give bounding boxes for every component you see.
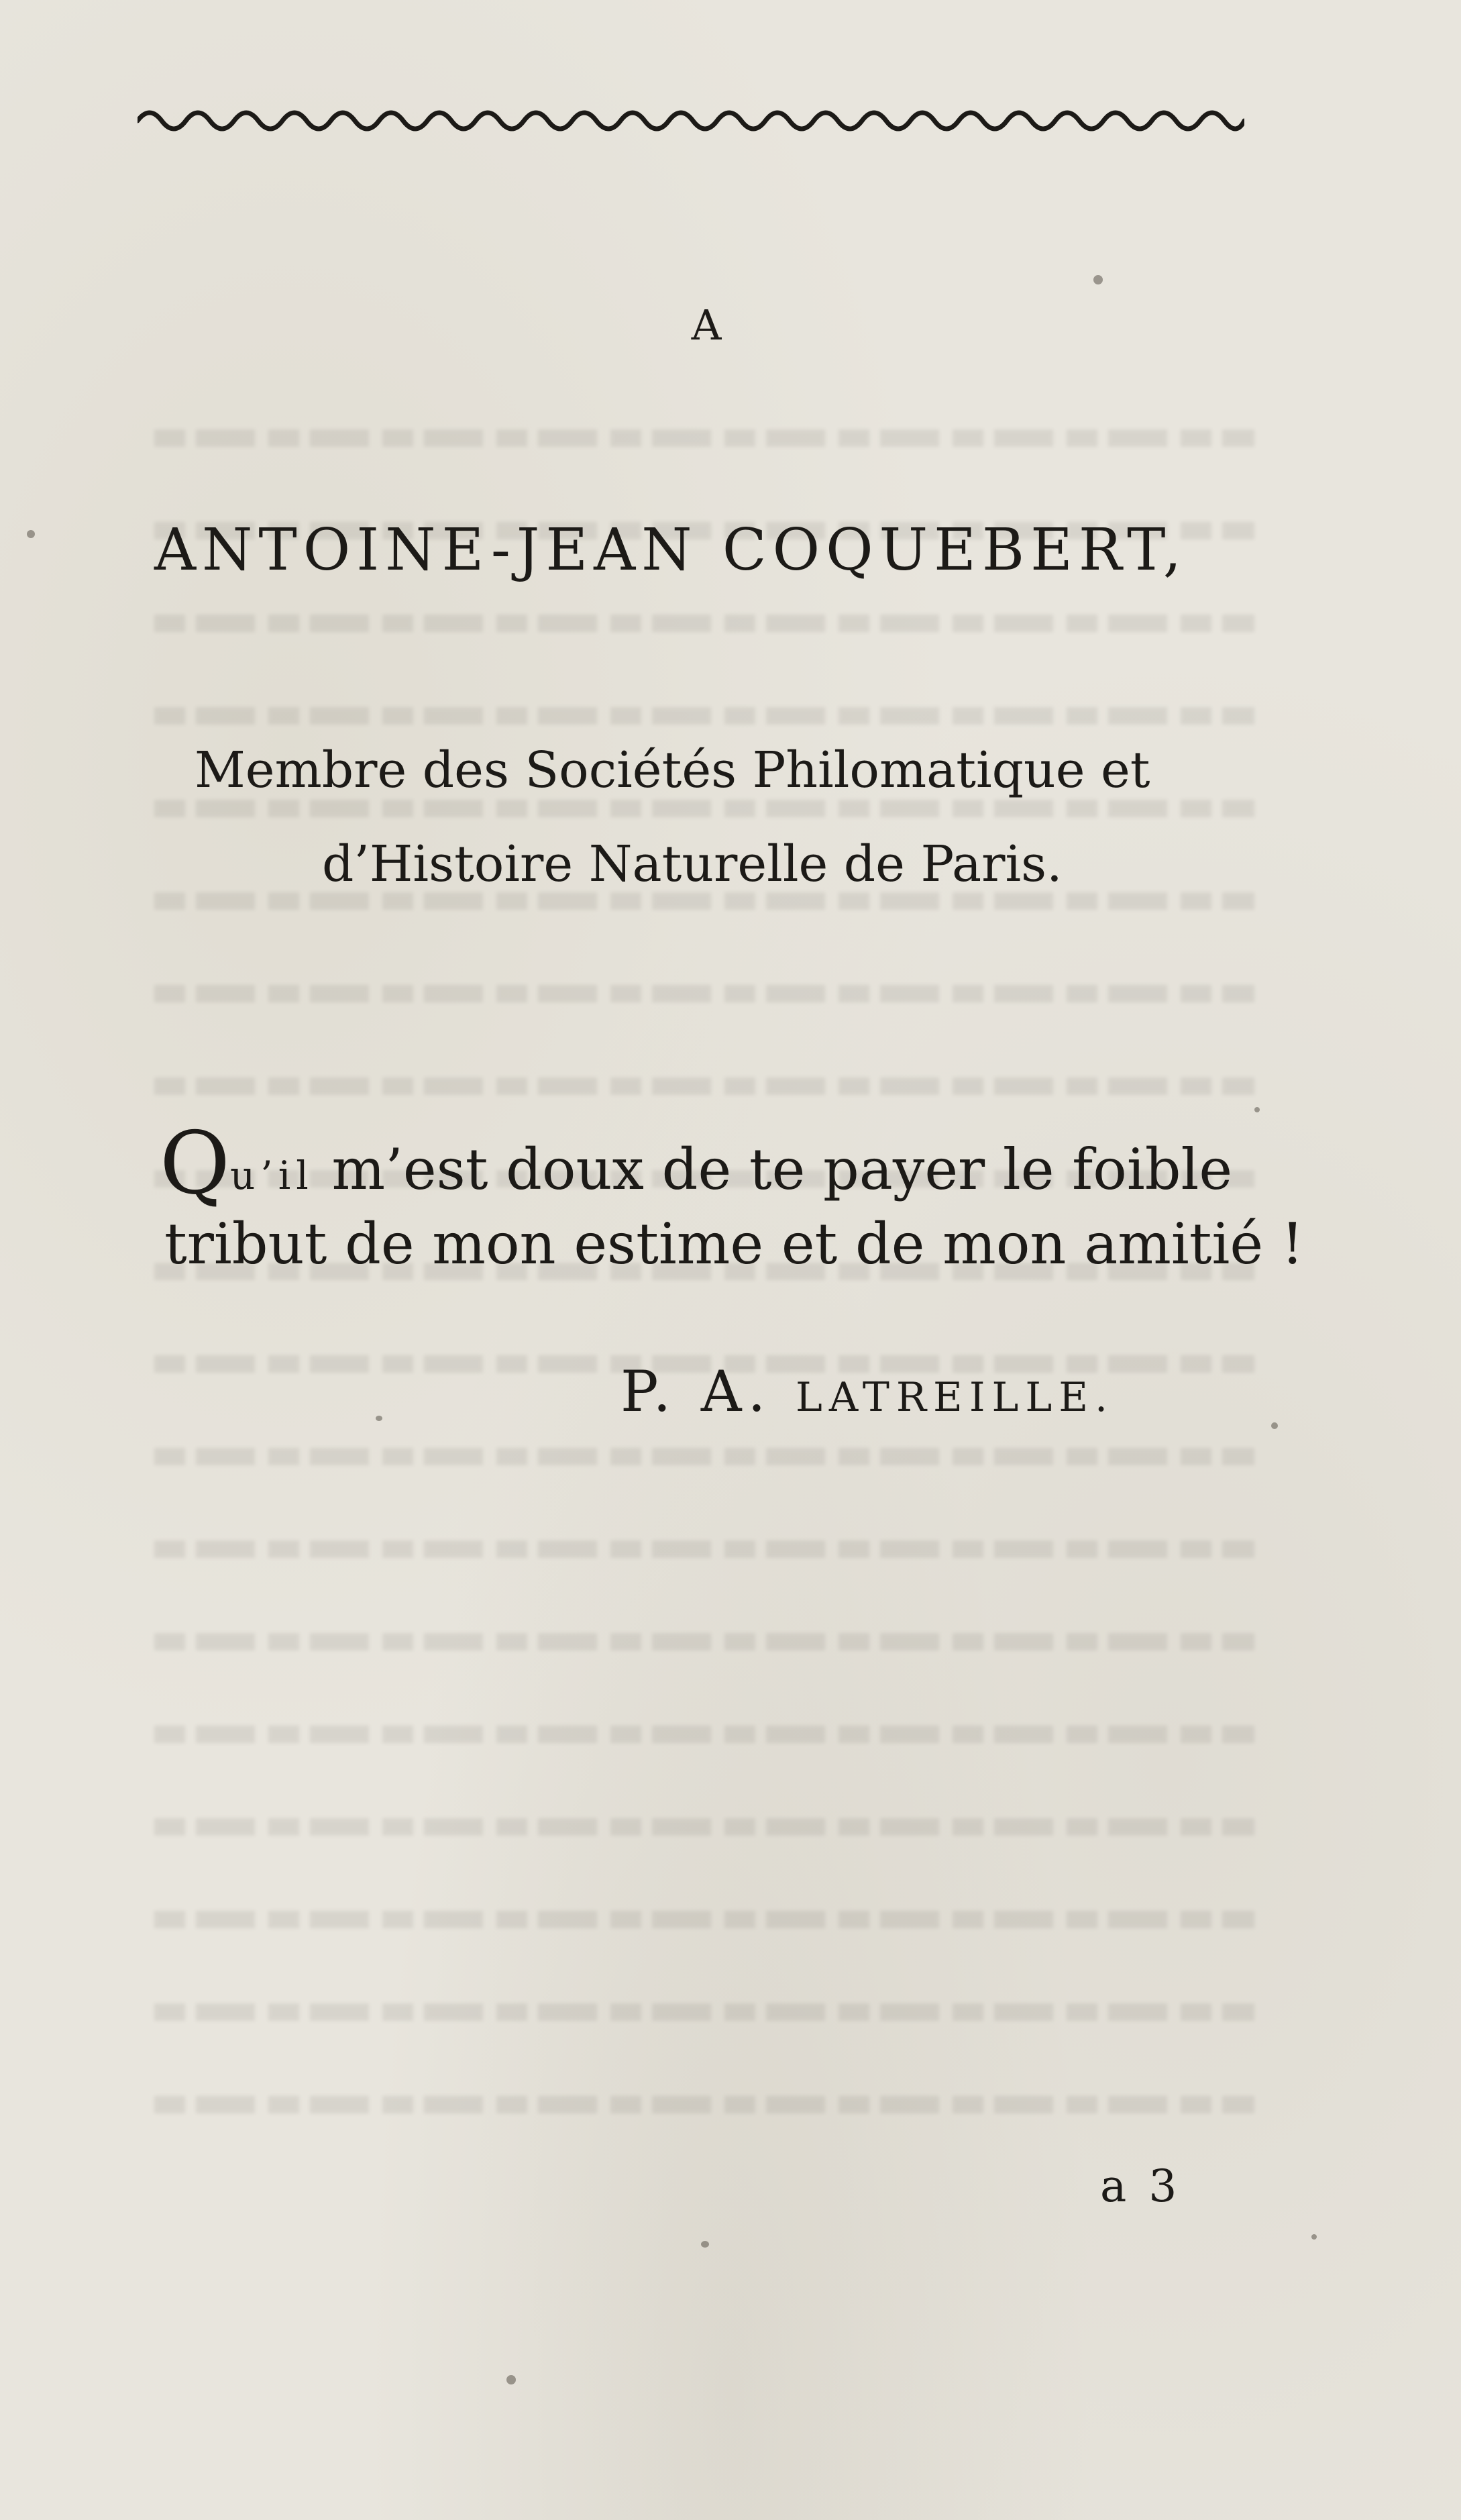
paper-speck (1271, 1422, 1278, 1429)
verse-dropcap: Q (160, 1114, 230, 1214)
dedicatee-title-line-1: Membre des Sociétés Philomatique et (195, 741, 1150, 799)
signature-initials: P. A. (620, 1359, 796, 1424)
dedicatee-title-line-2: d’Histoire Naturelle de Paris. (322, 835, 1063, 893)
dedication-verse-line-1 (160, 1114, 1266, 1214)
dedication-to: A (691, 301, 724, 350)
paper-speck (1311, 2234, 1317, 2240)
verse-line-1-text: m’est doux de te payer le foible (313, 1137, 1233, 1202)
paper-speck (701, 2241, 709, 2248)
dedication-verse-line-2: tribut de mon estime et de mon amitié ! (164, 1211, 1304, 1277)
verse-smallcaps: u’il (229, 1153, 314, 1198)
folio-signature-mark: a 3 (1100, 2160, 1181, 2212)
signature-surname: LATREILLE. (795, 1374, 1115, 1421)
paper-speck (1254, 1107, 1260, 1112)
dedicatee-name: ANTOINE-JEAN COQUEBERT, (154, 517, 1188, 584)
show-through-text (154, 429, 1304, 2241)
wavy-rule-ornament (138, 101, 1244, 141)
author-signature (620, 1359, 1224, 1424)
paper-speck (27, 530, 35, 538)
paper-speck (1093, 275, 1103, 284)
paper-speck (376, 1416, 382, 1421)
paper-speck (506, 2375, 516, 2384)
